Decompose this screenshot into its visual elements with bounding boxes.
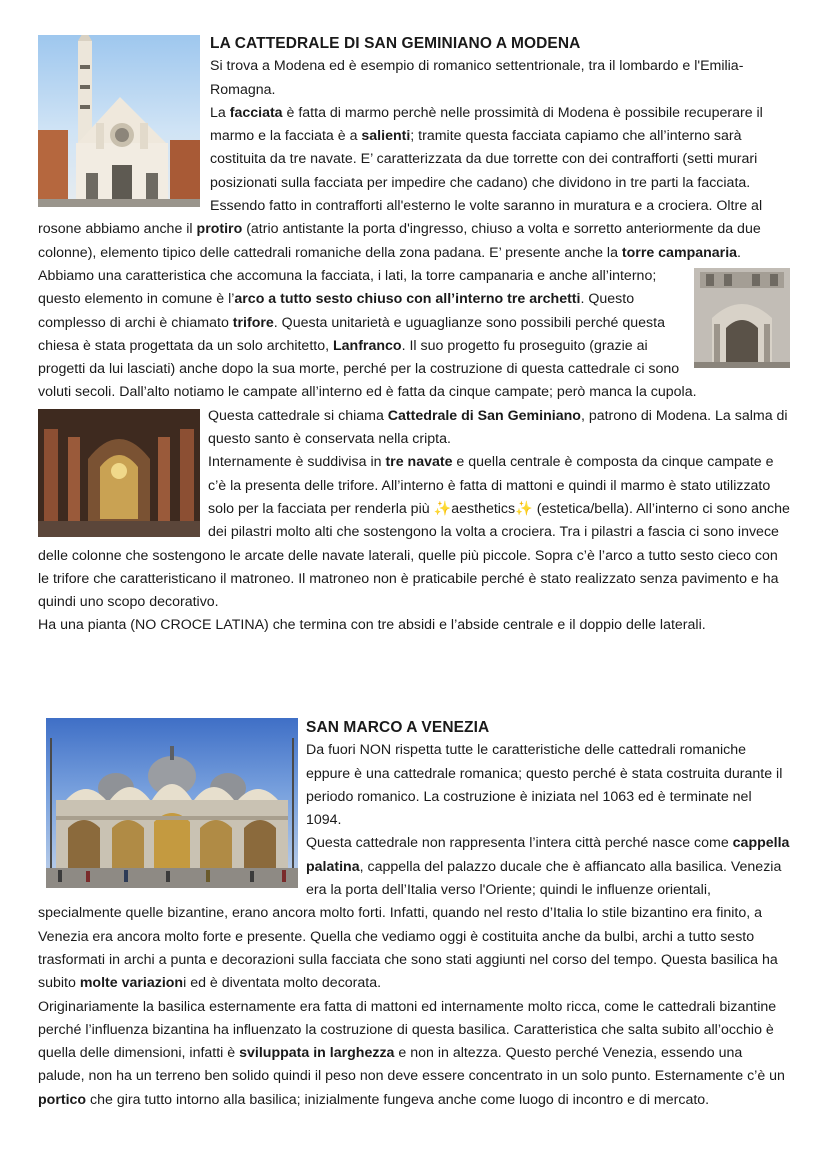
text-run: , cappella del palazzo ducale che è affiancato alla basilica. Venezia era la porta dell’Italia verso l'Oriente; quindi le influenze orientali, specialmente quelle bizantine, erano ancora molto forti. Infatti, quando nel resto d’Italia lo stile bizantino era finito, a Venezia era ancora molto forte e presente. Quella che vediamo oggi è costituita anche da bulbi, archi a tutto sesto trasformati in archi a punta e decorazioni sulla facciata che sono stati aggiunti nel corso del tempo. Questa basilica ha subito	[38, 858, 782, 992]
text-run: .	[737, 244, 741, 261]
text-run: La	[210, 104, 230, 121]
bold-term: portico	[38, 1091, 87, 1108]
section-venezia	[38, 716, 790, 1112]
text-run: , patrono di Modena. La salma di questo santo è conservata nella cripta.	[208, 407, 788, 448]
section-title: LA CATTEDRALE DI SAN GEMINIANO A MODENA	[210, 35, 581, 52]
text-run: e quella centrale è composta da cinque campate e c’è la presenta delle trifore. All’interno è fatta di mattoni e quindi il marmo è stato utilizzato solo per la facciata per renderla più	[208, 454, 774, 517]
bold-term: sviluppata in larghezza	[239, 1045, 395, 1062]
text-run: Questa cattedrale si chiama	[208, 407, 388, 424]
bold-term: tre navate	[385, 454, 453, 471]
text-run: Abbiamo una caratteristica che accomuna la facciata, i lati, la torre campanaria e anche all’interno; questo elemento in comune è l’	[38, 267, 657, 308]
paragraph-plan: Ha una pianta (NO CROCE LATINA) che termina con tre absidi e l’abside centrale e il doppio delle laterali.	[38, 617, 706, 634]
text-run: i ed è diventata molto decorata.	[183, 975, 382, 992]
paragraph-arches	[38, 265, 790, 405]
section-modena	[38, 32, 790, 638]
text-run: (atrio antistante la porta d'ingresso, chiuso a volta e sorretto anteriormente da due colonne), elemento tipico delle cattedrali romaniche della zona padana. E’ presente anche la	[38, 221, 761, 261]
bold-term: trifore	[232, 314, 274, 331]
text-run: . Il suo progetto fu proseguito (grazie ai progetti da lui lasciati) anche dopo la sua morte, perché per la costruzione di questa cattedrale ci sono voluti secoli. Dall’alto notiamo le campate all’interno ed è fatta da cinque campate; però manca la cupola.	[38, 337, 697, 401]
text-run: è fatta di marmo perchè nelle prossimità di Modena è possibile recuperare il marmo e la facciata è a	[210, 104, 763, 145]
interior-nave-photo	[38, 409, 200, 537]
text-run: Originariamente la basilica esternamente era fatta di mattoni ed internamente molto ricca, come le cattedrali bizantine perché l’influenza bizantina ha influenzato la costruzione di questa basilica. Caratteristica che salta subito all’occhio è quella delle dimensioni, infatti è	[38, 998, 777, 1062]
bold-term: salienti	[361, 128, 411, 145]
text-run: ; tramite questa facciata capiamo che all’interno sarà costituita da tre navate. E’ caratterizzata da due torrette con dei contrafforti (setti murari posizionati sulla facciata per impedire che cadano) che dividono in tre parti la facciata. Essendo fatto in contrafforti all'esterno le volte saranno in muratura e a crociera. Oltre al rosone abbiamo anche il	[38, 128, 763, 238]
text-run: . Questa unitarietà e uguaglianze sono possibili perché questa chiesa è stata progettata da un solo architetto,	[38, 314, 665, 354]
paragraph-exterior: Da fuori NON rispetta tutte le caratteristiche delle cattedrali romaniche eppure è una cattedrale romanica; questo perché è stata costruita durante il periodo romanico. La costruzione è iniziata nel 1063 ed è terminate nel 1094.	[306, 742, 783, 829]
text-run: aesthetics	[451, 500, 516, 517]
paragraph-intro: Si trova a Modena ed è esempio di romanico settentrionale, tra il lombardo e l'Emilia-Romagna.	[210, 58, 744, 98]
bold-term: Lanfranco	[332, 337, 402, 354]
text-run: . Questo complesso di archi è chiamato	[38, 291, 635, 331]
bold-term: arco a tutto sesto chiuso con all’interno tre archetti	[234, 291, 581, 308]
bold-term: molte variazion	[79, 975, 184, 992]
portal-protiro-photo	[694, 268, 790, 368]
bold-term: Cattedrale di San Geminiano	[387, 407, 581, 424]
section-title: SAN MARCO A VENEZIA	[306, 719, 490, 736]
san-marco-basilica-photo	[46, 718, 298, 888]
text-run: che gira tutto intorno alla basilica; inizialmente fungeva anche come luogo di incontro e di mercato.	[86, 1091, 710, 1108]
cathedral-facade-photo	[38, 35, 200, 207]
bold-term: facciata	[229, 104, 283, 121]
sparkle-icon: ✨	[515, 500, 533, 517]
bold-term: protiro	[196, 221, 243, 238]
text-run: e non in altezza. Questo perché Venezia, essendo una palude, non ha un terreno ben solido quindi il peso non deve essere concentrato in un solo punto. Esternamente c’è un	[38, 1045, 785, 1085]
bold-term: cappella palatina	[306, 835, 790, 875]
paragraph-dimensions	[38, 996, 790, 1112]
text-run: Questa cattedrale non rappresenta l’intera città perché nasce come	[306, 835, 733, 852]
bold-term: torre campanaria	[621, 244, 738, 261]
text-run: Internamente è suddivisa in	[208, 454, 386, 471]
text-run: (estetica/bella). All’interno ci sono anche dei pilastri molto alti che sostengono la volta a crociera. Tra i pilastri a fascia ci sono invece delle colonne che sostengono le arcate delle navate laterali, quelle più piccole. Sopra c’è l’arco a tutto sesto cieco con le trifore che caratteristicano il matroneo. Il matroneo non è praticabile perché è stato realizzato senza pavimento e ha quindi uno scopo decorativo.	[38, 500, 790, 611]
sparkle-icon: ✨	[433, 500, 452, 517]
